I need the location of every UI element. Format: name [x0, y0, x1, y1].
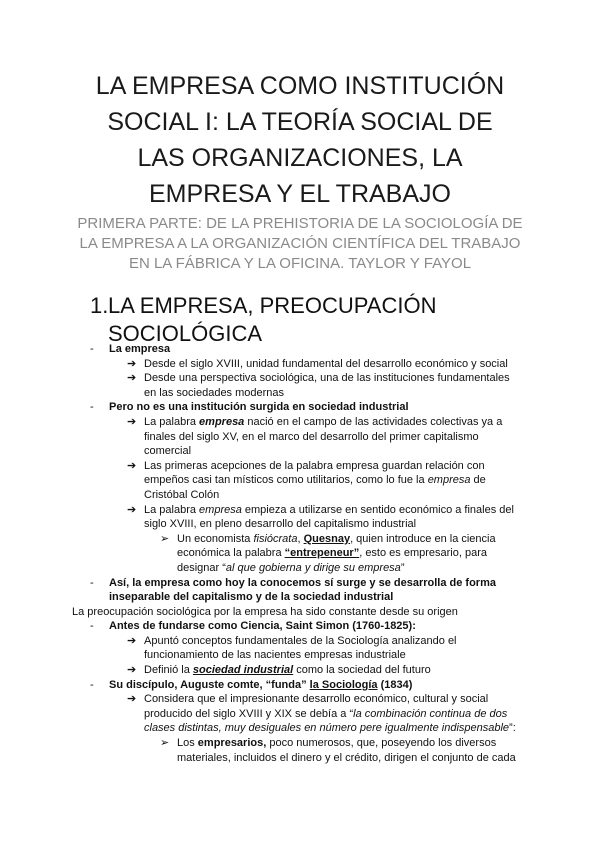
list-text: Los	[177, 737, 198, 750]
dash-bullet-icon: -	[90, 576, 94, 589]
title-line: EMPRESA Y EL TRABAJO	[149, 180, 451, 208]
emphasis: al que gobierna y dirige su empresa	[225, 561, 401, 574]
list-text: como la sociedad del futuro	[293, 664, 431, 677]
bullet-heading: (1834)	[377, 678, 413, 691]
list-item	[0, 371, 600, 386]
emphasis: la combinación continua de dos	[353, 707, 508, 720]
arrow-bullet-icon: ➔	[127, 357, 137, 370]
list-item	[0, 576, 600, 591]
paragraph: La preocupación sociológica por la empresa ha sido constante desde su origen	[72, 605, 458, 618]
list-text-continued: inseparable del capitalismo y de la sociedad industrial	[109, 591, 394, 604]
list-text-continued: en las sociedades modernas	[144, 386, 285, 399]
triangle-arrow-icon: ➢	[160, 737, 170, 750]
list-text: Desde una perspectiva sociológica, una de las instituciones fundamentales	[144, 372, 510, 385]
list-text: ,	[297, 532, 304, 545]
list-item	[0, 342, 600, 357]
list-text: producido del siglo XVIII y XIX se debía a “	[144, 707, 354, 720]
arrow-bullet-icon: ➔	[127, 693, 137, 706]
list-text: La palabra	[144, 503, 200, 516]
list-item	[0, 459, 600, 474]
dash-bullet-icon: -	[90, 401, 94, 414]
bullet-heading: Antes de fundarse como Ciencia, Saint Simon (1760-1825):	[109, 620, 416, 633]
list-text: empeños casi tan místicos como utilitarios, como lo fue la	[144, 474, 428, 487]
list-item	[0, 634, 600, 649]
document-title	[60, 68, 540, 212]
list-text: La palabra	[144, 415, 200, 428]
list-text: ”:	[509, 722, 516, 735]
list-text-continued	[0, 473, 600, 488]
arrow-bullet-icon: ➔	[127, 459, 137, 472]
triangle-arrow-icon: ➢	[160, 532, 170, 545]
list-text-continued: comercial	[144, 445, 192, 458]
list-text-continued	[0, 707, 600, 722]
list-text: Un economista	[177, 532, 254, 545]
list-item	[0, 357, 600, 372]
emphasis: fisiócrata	[253, 532, 298, 545]
list-text: Apuntó conceptos fundamentales de la Sociología analizando el	[144, 634, 457, 647]
list-text: económica la palabra	[177, 547, 285, 560]
title-line: LA EMPRESA COMO INSTITUCIÓN	[95, 72, 505, 100]
emphasis: clases distintas, muy desiguales en número pere igualmente indispensable	[144, 722, 510, 735]
dash-bullet-icon: -	[90, 678, 94, 691]
bullet-heading: Así, la empresa como hoy la conocemos sí surge y se desarrolla de forma	[109, 576, 496, 589]
list-text-continued	[0, 546, 600, 561]
list-text: empieza a utilizarse en sentido económico a finales del	[241, 503, 514, 516]
list-text: , quien introduce en la ciencia	[350, 532, 496, 545]
list-text: designar “	[177, 561, 226, 574]
title-line: SOCIAL I: LA TEORÍA SOCIAL DE	[107, 108, 493, 136]
emphasis: empresarios,	[197, 737, 267, 750]
emphasis: “entrepeneur”	[284, 547, 360, 560]
list-text: Definió la	[144, 664, 193, 677]
dash-bullet-icon: -	[90, 620, 94, 633]
subtitle-line: EN LA FÁBRICA Y LA OFICINA. TAYLOR Y FAYOL	[128, 255, 472, 272]
section-number: 1.	[90, 293, 109, 318]
emphasis: empresa	[427, 474, 471, 487]
list-item	[0, 532, 600, 547]
list-text: de	[470, 474, 486, 487]
arrow-bullet-icon: ➔	[127, 372, 137, 385]
emphasis: empresa	[199, 503, 242, 516]
list-text-continued	[0, 561, 600, 576]
bullet-heading: La empresa	[109, 343, 171, 355]
list-text-continued: finales del siglo XV, en el marco del desarrollo del primer capitalismo	[144, 430, 479, 443]
list-text: nació en el campo de las actividades colectivas ya a	[244, 415, 503, 428]
emphasis: Quesnay	[303, 532, 351, 545]
title-line: LAS ORGANIZACIONES, LA	[137, 144, 463, 172]
list-text-continued: siglo XVIII, en pleno desarrollo del capitalismo industrial	[144, 518, 417, 531]
list-text: Desde el siglo XVIII, unidad fundamental del desarrollo económico y social	[144, 357, 508, 370]
bullet-heading: Pero no es una institución surgida en sociedad industrial	[109, 401, 409, 414]
subtitle-line: PRIMERA PARTE: DE LA PREHISTORIA DE LA SOCIOLOGÍA DE	[77, 215, 523, 232]
list-text-continued: Cristóbal Colón	[144, 488, 220, 501]
list-text-continued: materiales, incluidos el dinero y el crédito, dirigen el conjunto de cada	[177, 751, 516, 764]
list-text: Considera que el impresionante desarrollo económico, cultural y social	[144, 693, 489, 706]
list-text: ”	[400, 561, 405, 574]
arrow-bullet-icon: ➔	[127, 634, 137, 647]
dash-bullet-icon: -	[90, 343, 94, 355]
list-item	[0, 415, 600, 430]
list-text-continued	[0, 721, 600, 736]
section-title-line: SOCIOLÓGICA	[108, 321, 263, 346]
document-body	[0, 342, 600, 765]
list-item	[0, 400, 600, 415]
list-text: poco numerosos, que, poseyendo los diversos	[266, 737, 497, 750]
bullet-heading: Su discípulo, Auguste comte, “funda”	[109, 678, 310, 691]
arrow-bullet-icon: ➔	[127, 415, 137, 428]
subtitle-line: LA EMPRESA A LA ORGANIZACIÓN CIENTÍFICA DEL TRABAJO	[79, 235, 521, 252]
list-item	[0, 692, 600, 707]
arrow-bullet-icon: ➔	[127, 664, 137, 677]
emphasis: la Sociología	[309, 678, 378, 691]
emphasis: empresa	[199, 415, 245, 428]
document-subtitle	[56, 214, 544, 274]
list-text-continued: funcionamiento de las nacientes empresas industriale	[144, 649, 406, 662]
section-title-line: LA EMPRESA, PREOCUPACIÓN	[108, 293, 437, 318]
list-item	[0, 663, 600, 678]
emphasis: sociedad industrial	[192, 664, 294, 677]
arrow-bullet-icon: ➔	[127, 503, 137, 516]
list-item	[0, 678, 600, 693]
list-item	[0, 736, 600, 751]
list-item	[0, 503, 600, 518]
list-item	[0, 619, 600, 634]
list-text: Las primeras acepciones de la palabra empresa guardan relación con	[144, 459, 485, 472]
list-text: , esto es empresario, para	[359, 547, 487, 560]
